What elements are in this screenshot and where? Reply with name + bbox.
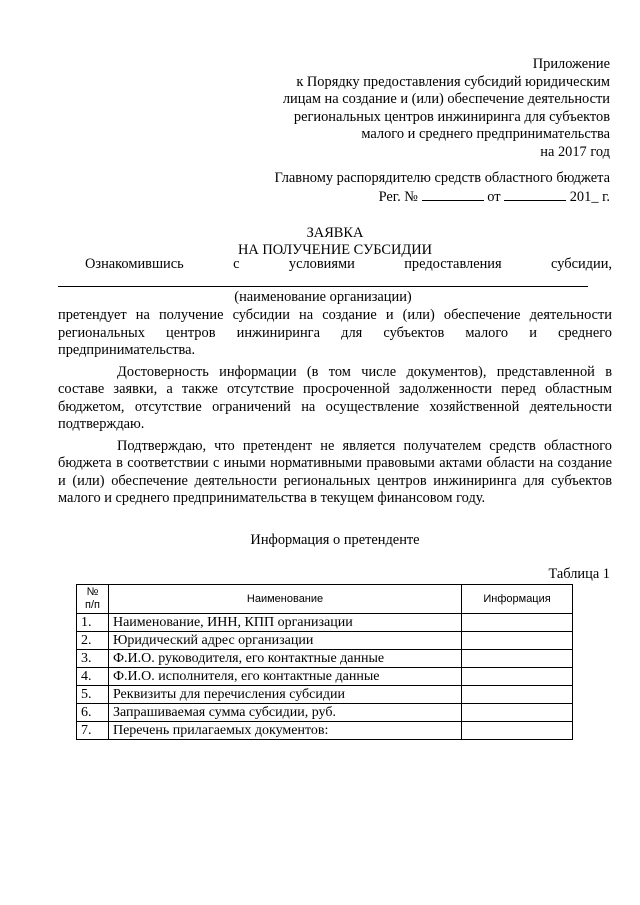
appendix-line: к Порядку предоставления субсидий юридическим bbox=[296, 73, 610, 90]
reg-number-blank bbox=[422, 188, 484, 201]
table-row bbox=[77, 650, 573, 668]
registration-line bbox=[170, 188, 610, 207]
body-text bbox=[58, 307, 612, 508]
row-name: Наименование, ИНН, КПП организации bbox=[108, 614, 461, 632]
row-name: Перечень прилагаемых документов: bbox=[108, 722, 461, 740]
recipient-block bbox=[170, 170, 610, 206]
applicant-info-table bbox=[76, 584, 573, 740]
table-row bbox=[77, 704, 573, 722]
table-row bbox=[77, 686, 573, 704]
title-line: НА ПОЛУЧЕНИЕ СУБСИДИИ bbox=[237, 242, 433, 258]
row-number: 1. bbox=[77, 614, 109, 632]
row-info-cell[interactable] bbox=[462, 668, 573, 686]
appendix-line: региональных центров инжиниринга для субъектов bbox=[293, 108, 610, 125]
header-number: № п/п bbox=[77, 585, 109, 614]
row-name: Реквизиты для перечисления субсидии bbox=[108, 686, 461, 704]
table-row bbox=[77, 668, 573, 686]
row-number: 7. bbox=[77, 722, 109, 740]
reg-from: от bbox=[487, 188, 501, 205]
appendix-line: лицам на создание и (или) обеспечение деятельности bbox=[282, 91, 610, 107]
row-number: 4. bbox=[77, 668, 109, 686]
title-line: ЗАЯВКА bbox=[306, 225, 364, 241]
row-number: 6. bbox=[77, 704, 109, 722]
row-info-cell[interactable] bbox=[462, 722, 573, 740]
appendix-header bbox=[170, 56, 610, 161]
row-info-cell[interactable] bbox=[462, 632, 573, 650]
organization-name-blank bbox=[58, 286, 588, 287]
row-name: Ф.И.О. руководителя, его контактные данные bbox=[108, 650, 461, 668]
appendix-line: на 2017 год bbox=[540, 143, 610, 160]
paragraph: Достоверность информации (в том числе документов), представленной в составе заявки, а также отсутствие просроченной задолженности перед областным бюджетом, отсутствие ограничений на осуществление хозяйственной деятельности подтверждаю. bbox=[58, 363, 612, 432]
intro-line: Ознакомившись с условиями предоставления субсидии, bbox=[85, 256, 612, 272]
paragraph: Подтверждаю, что претендент не является получателем средств областного бюджета в соответствии с иными нормативными правовыми актами области на создание и (или) обеспечение деятельности региональных центров инжиниринга для субъектов малого и среднего предпринимательства в текущем финансовом году. bbox=[58, 437, 612, 506]
recipient-line: Главному распорядителю средств областного бюджета bbox=[274, 170, 610, 186]
table-header-row bbox=[77, 585, 573, 614]
table-row bbox=[77, 722, 573, 740]
header-info: Информация bbox=[462, 585, 573, 614]
appendix-line: Приложение bbox=[532, 56, 610, 72]
appendix-line: малого и среднего предпринимательства bbox=[361, 126, 610, 142]
row-name: Ф.И.О. исполнителя, его контактные данные bbox=[108, 668, 461, 686]
table-row bbox=[77, 632, 573, 650]
reg-prefix: Рег. № bbox=[378, 188, 418, 205]
table-row bbox=[77, 614, 573, 632]
paragraph: претендует на получение субсидии на создание и (или) обеспечение деятельности региональных центров инжиниринга для субъектов малого и среднего предпринимательства. bbox=[58, 307, 612, 358]
section-heading: Информация о претенденте bbox=[250, 532, 420, 548]
row-number: 5. bbox=[77, 686, 109, 704]
reg-date-blank bbox=[504, 188, 566, 201]
row-info-cell[interactable] bbox=[462, 686, 573, 704]
table-caption: Таблица 1 bbox=[548, 566, 610, 582]
reg-year: 201_ г. bbox=[569, 188, 610, 205]
row-number: 2. bbox=[77, 632, 109, 650]
row-info-cell[interactable] bbox=[462, 614, 573, 632]
row-info-cell[interactable] bbox=[462, 704, 573, 722]
row-name: Запрашиваемая сумма субсидии, руб. bbox=[108, 704, 461, 722]
document-title bbox=[58, 225, 612, 259]
header-name: Наименование bbox=[108, 585, 461, 614]
organization-caption: (наименование организации) bbox=[234, 289, 412, 305]
row-name: Юридический адрес организации bbox=[108, 632, 461, 650]
row-info-cell[interactable] bbox=[462, 650, 573, 668]
row-number: 3. bbox=[77, 650, 109, 668]
